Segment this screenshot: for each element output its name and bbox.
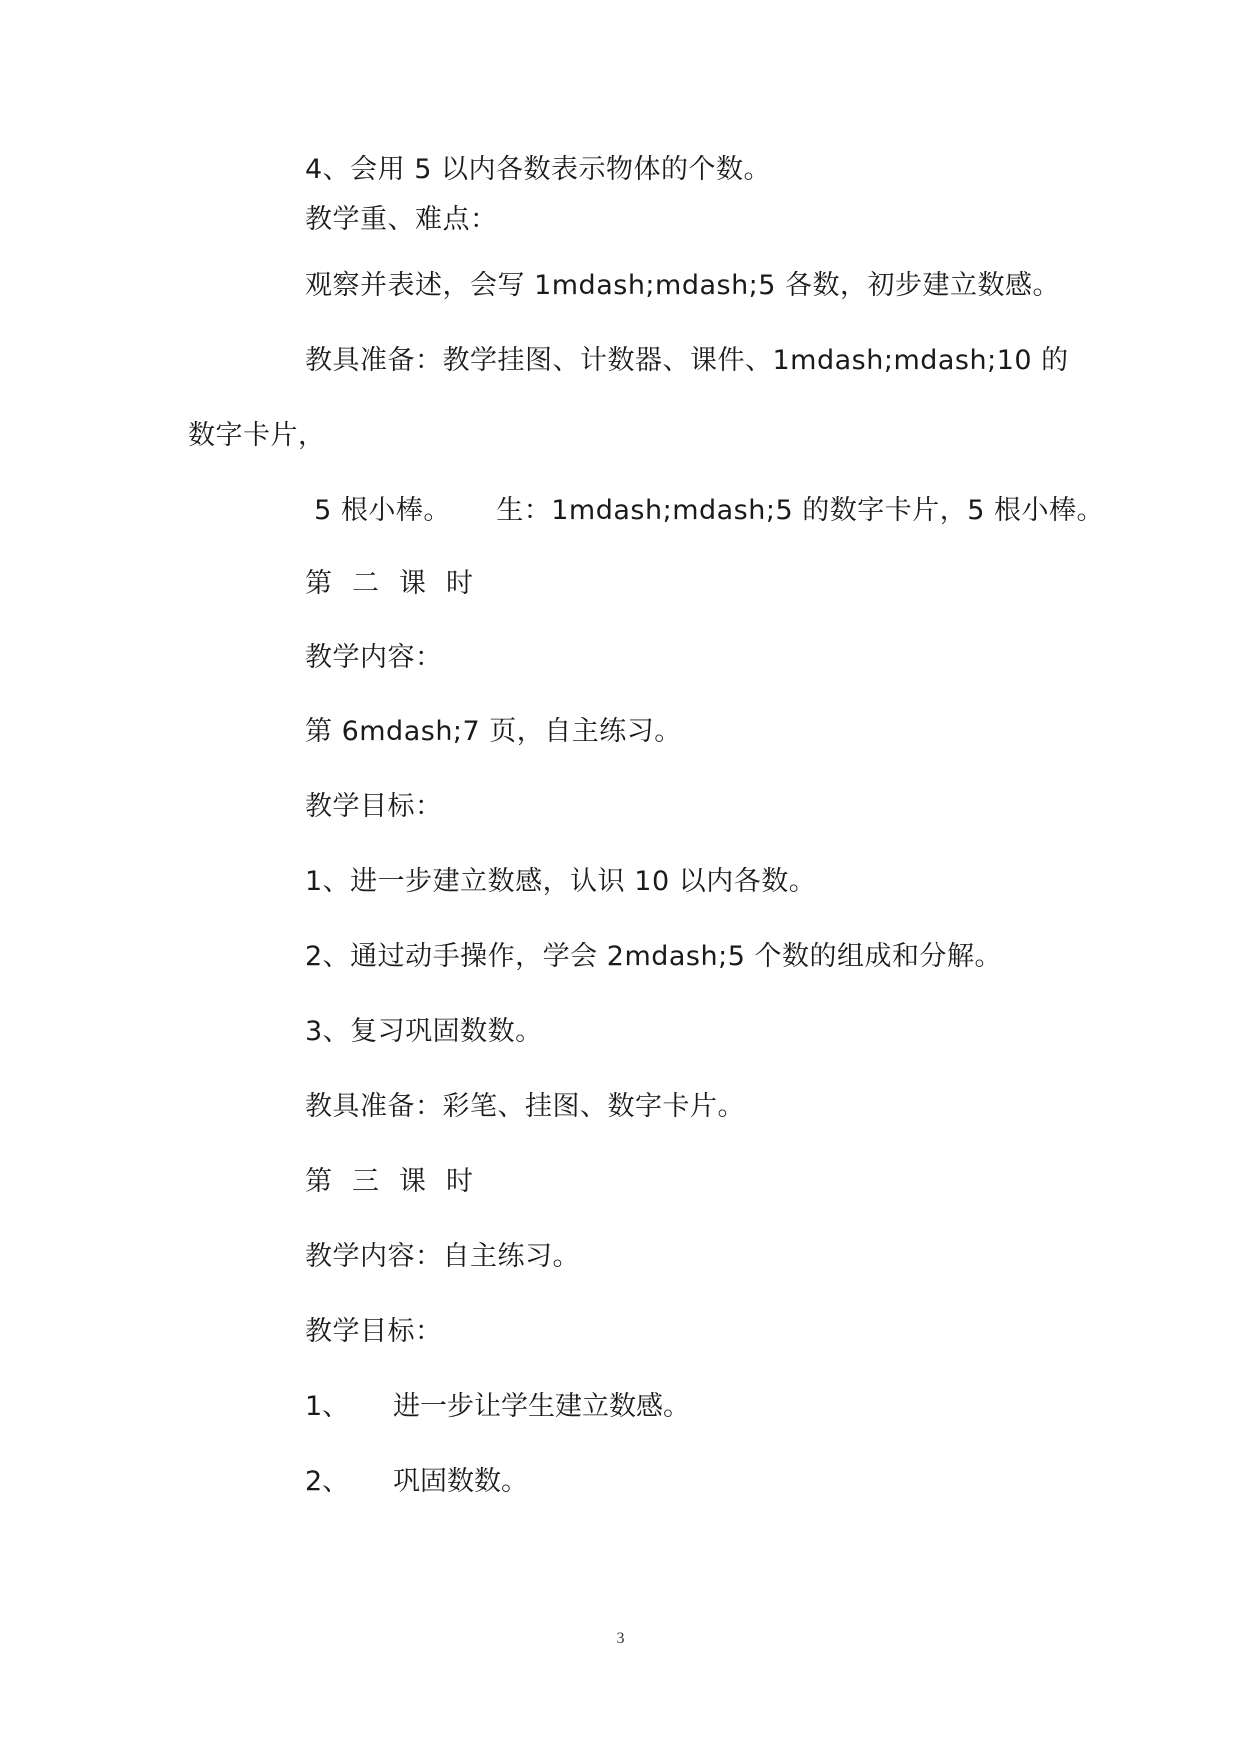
lesson-2-content-heading: 教学内容： <box>305 642 443 673</box>
teaching-aids-line-3: 5 根小棒。 生：1mdash;mdash;5 的数字卡片，5 根小棒。 <box>305 495 1104 526</box>
teaching-aids-line-1: 教具准备：教学挂图、计数器、课件、1mdash;mdash;10 的 <box>305 345 1069 376</box>
list-text: 巩固数数。 <box>393 1466 528 1497</box>
lesson-2-content-text: 第 6mdash;7 页，自主练习。 <box>305 716 682 747</box>
lesson-3-objectives-heading: 教学目标： <box>305 1316 443 1347</box>
lesson-2-objective-1: 1、进一步建立数感，认识 10 以内各数。 <box>305 866 817 897</box>
key-points-heading: 教学重、难点： <box>305 204 498 235</box>
lesson-2-heading: 第二课时 <box>305 568 493 599</box>
lesson-3-heading: 第三课时 <box>305 1166 493 1197</box>
objective-4: 4、会用 5 以内各数表示物体的个数。 <box>305 154 772 185</box>
lesson-3-objective-1 <box>305 1389 690 1425</box>
lesson-2-objective-2: 2、通过动手操作，学会 2mdash;5 个数的组成和分解。 <box>305 941 1002 972</box>
teaching-aids-line-2: 数字卡片， <box>188 420 326 451</box>
page-number: 3 <box>616 1630 625 1647</box>
lesson-2-objective-3: 3、复习巩固数数。 <box>305 1016 543 1047</box>
lesson-2-objectives-heading: 教学目标： <box>305 791 443 822</box>
list-number: 2、 <box>305 1466 350 1497</box>
lesson-3-objective-2 <box>305 1464 528 1500</box>
list-number: 1、 <box>305 1391 350 1422</box>
lesson-3-content: 教学内容：自主练习。 <box>305 1241 580 1272</box>
key-points-text: 观察并表述，会写 1mdash;mdash;5 各数，初步建立数感。 <box>305 270 1061 301</box>
list-text: 进一步让学生建立数感。 <box>393 1391 690 1422</box>
lesson-2-teaching-aids: 教具准备：彩笔、挂图、数字卡片。 <box>305 1091 745 1122</box>
